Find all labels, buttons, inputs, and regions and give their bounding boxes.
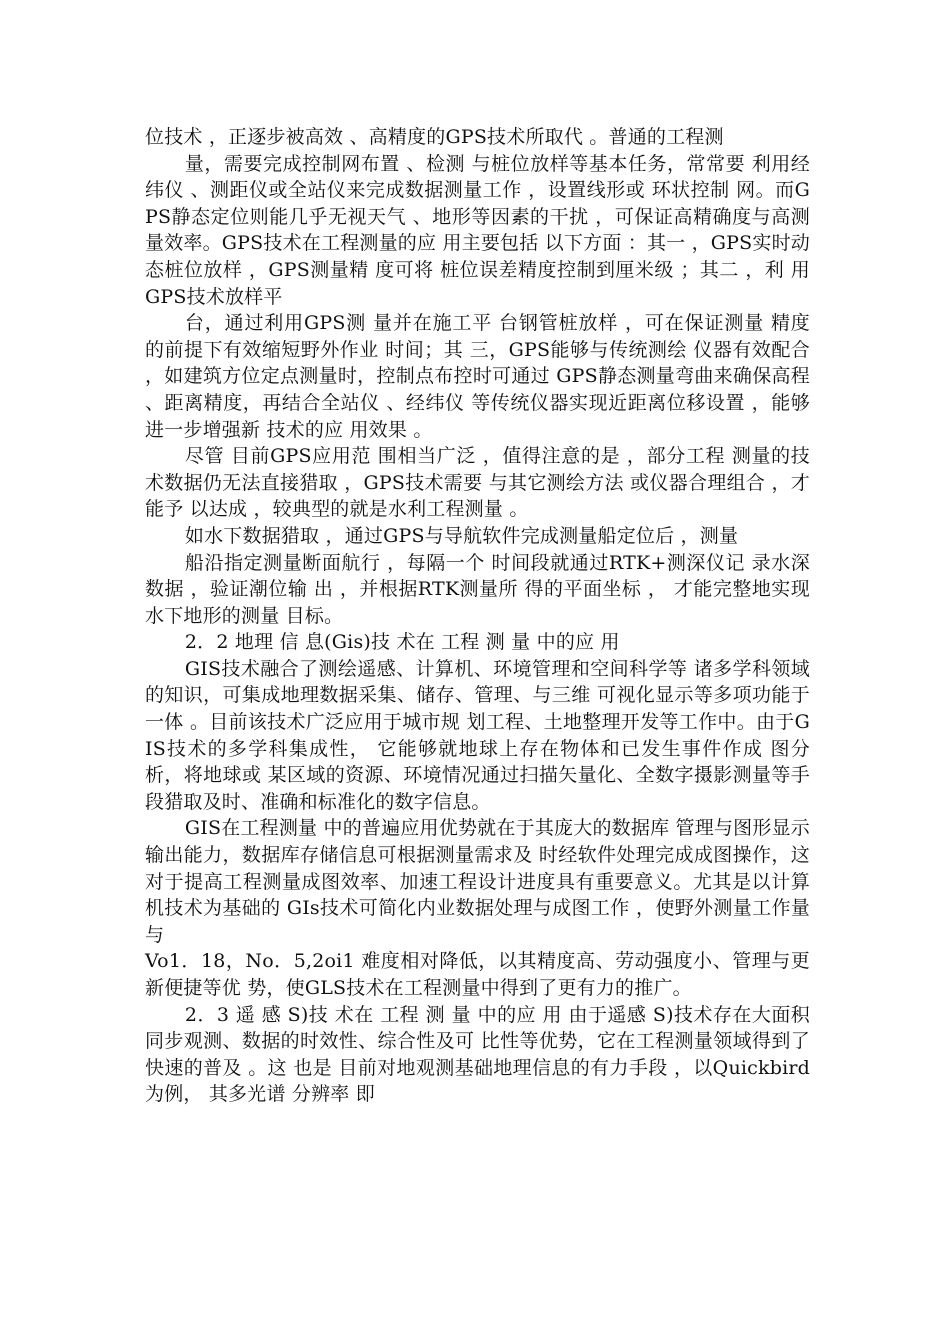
paragraph: 船沿指定测量断面航行 ，每隔一个 时间段就通过RTK+测深仪记 录水深数据 ，验证潮位输 出 ，并根据RTK测量所 得的平面坐标 ， 才能完整地实现水下地形的测量 目标。 [145,551,810,627]
paragraph: 如水下数据猎取 ，通过GPS与导航软件完成测量船定位后 ，测量 [184,524,739,547]
paragraph: 量，需要完成控制网布置 、检测 与桩位放样等基本任务，常常要 利用经纬仪 、测距仪或全站仪来完成数据测量工作 ，设置线形或 环状控制 网。而GPS静态定位则能几乎无视天气 、地形等因素的干扰 ，可保证高精确度与高测量效率。GPS技术在工程测量的应 用主要包括 以下方面 ：其一 ，GPS实时动态桩位放样 ，GPS测量精 度可将 桩位误差精度控制到厘米级 ；其二 ，利 用GPS技术放样平 [145,152,810,308]
paragraph: 尽管 目前GPS应用范 围相当广泛 ，值得注意的是 ，部分工程 测量的技术数据仍无法直接猎取 ，GPS技术需要 与其它测绘方法 或仪器合理组合 ，才能予 以达成 ，较典型的就是水利工程测量 。 [145,445,810,521]
paragraph: 台，通过利用GPS测 量并在施工平 台钢管桩放样 ，可在保证测量 精度 的前提下有效缩短野外作业 时间；其 三，GPS能够与传统测绘 仪器有效配合 ，如建筑方位定点测量时，控制点布控时可通过 GPS静态测量弯曲来确保高程 、距离精度，再结合全站仪 、经纬仪 等传统仪器实现近距离位移设置 ，能够进一步增强新 技术的应 用效果 。 [145,312,810,441]
paragraph: 2．3 遥 感 S)技 术在 工程 测 量 中的应 用 由于遥感 S)技术存在大面积同步观测、数据的时效性、综合性及可 比性等优势，它在工程测量领域得到了快速的普及 。这 也是 目前对地观测基础地理信息的有力手段 ，以Quickbird为例， 其多光谱 分辨率 即 [145,1003,810,1106]
paragraph: GIS在工程测量 中的普遍应用优势就在于其庞大的数据库 管理与图形显示输出能力，数据库存储信息可根据测量需求及 时经软件处理完成成图操作，这对于提高工程测量成图效率、加速工程设计进度具有重要意义。尤其是以计算机技术为基础的 GIs技术可简化内业数据处理与成图工作 ，使野外测量工作量与 [145,817,810,946]
paragraph: 位技术 ，正逐步被高效 、高精度的GPS技术所取代 。普通的工程测 [145,126,724,148]
paragraph: GIS技术融合了测绘遥感、计算机、环境管理和空间科学等 诸多学科领域的知识，可集成地理数据采集、储存、管理、与三维 可视化显示等多项功能于一体 。目前该技术广泛应用于城市规 划工程、土地整理开发等工作中。由于GIS技术的多学科集成性， 它能够就地球上存在物体和已发生事件作成 图分析，将地球或 某区域的资源、环境情况通过扫描矢量化、全数字摄影测量等手 段猎取及时、准确和标准化的数字信息。 [145,657,810,813]
paragraph: Vo1．18，No．5,2oi1 难度相对降低，以其精度高、劳动强度小、管理与更新便捷等优 势，使GLS技术在工程测量中得到了更有力的推广。 [145,950,810,999]
paragraph: 2．2 地理 信 息(Gis)技 术在 工程 测 量 中的应 用 [184,631,620,654]
document-body [145,124,810,1108]
